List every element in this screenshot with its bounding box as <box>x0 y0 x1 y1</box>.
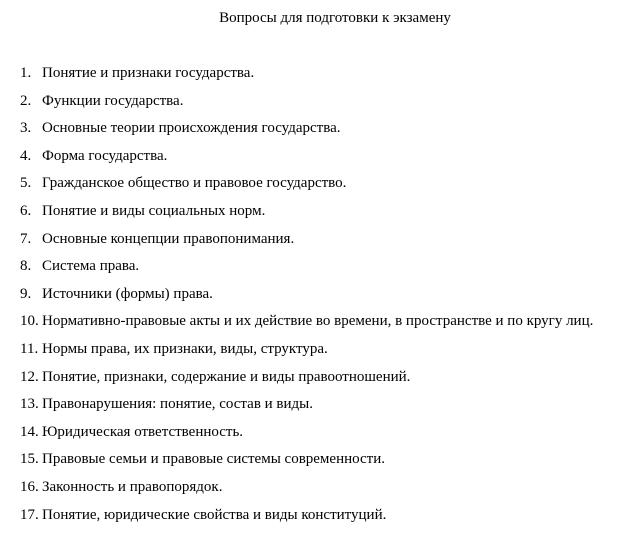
item-number: 11. <box>20 340 39 357</box>
question-list <box>20 63 643 532</box>
item-text: Система права. <box>42 258 140 275</box>
item-number: 4. <box>20 147 32 164</box>
list-item <box>20 91 643 119</box>
list-item <box>20 367 643 395</box>
item-number: 13. <box>20 396 39 413</box>
list-item <box>20 311 643 339</box>
item-text: Понятие и виды социальных норм. <box>42 202 266 219</box>
list-item <box>20 422 643 450</box>
list-item <box>20 449 643 477</box>
list-item <box>20 477 643 505</box>
item-text: Нормативно-правовые акты и их действие во времени, в пространстве и по кругу лиц. <box>42 313 594 330</box>
list-item <box>20 394 643 422</box>
item-number: 14. <box>20 423 39 440</box>
list-item <box>20 63 643 91</box>
list-item <box>20 505 643 533</box>
item-number: 10. <box>20 313 39 330</box>
item-text: Форма государства. <box>42 147 168 164</box>
item-text: Основные теории происхождения государства. <box>42 120 341 137</box>
list-item <box>20 256 643 284</box>
list-item <box>20 173 643 201</box>
item-number: 12. <box>20 368 39 385</box>
item-number: 8. <box>20 258 32 275</box>
item-number: 9. <box>20 285 32 302</box>
item-number: 5. <box>20 175 32 192</box>
item-number: 6. <box>20 202 32 219</box>
item-number: 3. <box>20 120 32 137</box>
item-number: 7. <box>20 230 32 247</box>
item-text: Функции государства. <box>42 92 184 109</box>
item-number: 17. <box>20 506 39 523</box>
list-item <box>20 118 643 146</box>
item-text: Основные концепции правопонимания. <box>42 230 295 247</box>
list-item <box>20 339 643 367</box>
item-number: 1. <box>20 65 32 81</box>
item-text: Гражданское общество и правовое государство. <box>42 175 347 192</box>
item-text: Законность и правопорядок. <box>42 478 223 495</box>
item-number: 15. <box>20 451 39 468</box>
list-item <box>20 146 643 174</box>
item-text: Понятие и признаки государства. <box>42 65 255 81</box>
page-title: Вопросы для подготовки к экзамену <box>219 10 451 26</box>
item-number: 2. <box>20 92 32 109</box>
item-text: Понятие, юридические свойства и виды конституций. <box>42 506 387 523</box>
item-text: Юридическая ответственность. <box>42 423 244 440</box>
item-text: Нормы права, их признаки, виды, структура. <box>42 340 328 357</box>
item-text: Понятие, признаки, содержание и виды правоотношений. <box>42 368 411 385</box>
item-number: 16. <box>20 478 39 495</box>
item-text: Источники (формы) права. <box>42 285 213 302</box>
list-item <box>20 201 643 229</box>
list-item <box>20 229 643 257</box>
item-text: Правонарушения: понятие, состав и виды. <box>42 396 313 413</box>
item-text: Правовые семьи и правовые системы современности. <box>42 451 386 468</box>
list-item <box>20 284 643 312</box>
